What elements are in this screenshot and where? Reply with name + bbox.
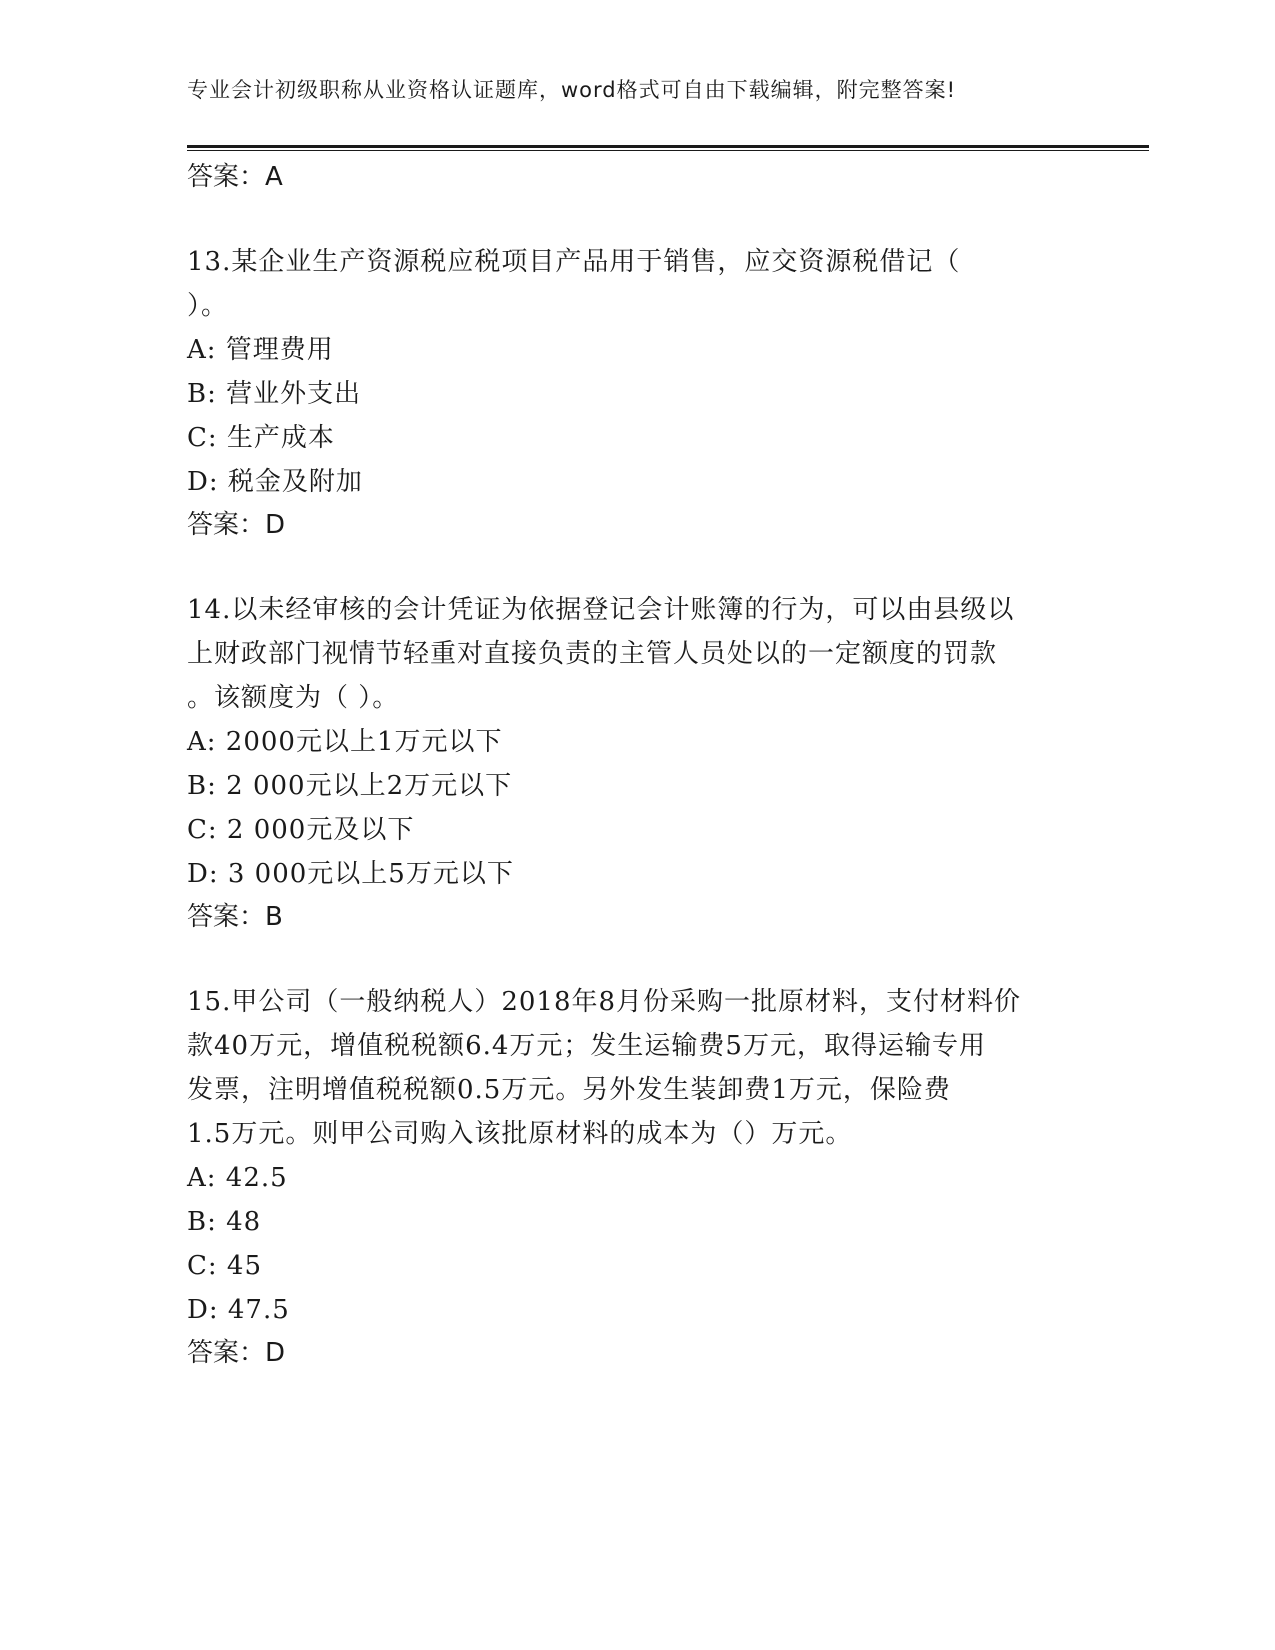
question-13-option-b: B: 营业外支出 (187, 379, 362, 409)
question-15-stem-line: 款40万元，增值税税额6.4万元；发生运输费5万元，取得运输专用 (187, 1031, 986, 1061)
question-15-stem-line: 1.5万元。则甲公司购入该批原材料的成本为（）万元。 (187, 1119, 853, 1149)
question-14-stem-line: 14.以未经审核的会计凭证为依据登记会计账簿的行为，可以由县级以 (187, 595, 1015, 625)
question-14-option-d: D: 3 000元以上5万元以下 (187, 859, 514, 889)
question-13-stem-line: 13.某企业生产资源税应税项目产品用于销售，应交资源税借记（ (187, 247, 961, 277)
question-15-option-d: D: 47.5 (187, 1295, 290, 1325)
header-rule-thin (187, 150, 1149, 151)
question-14-answer: 答案：B (187, 902, 283, 932)
question-15-option-c: C: 45 (187, 1251, 263, 1281)
question-15-stem-line: 15.甲公司（一般纳税人）2018年8月份采购一批原材料，支付材料价 (187, 987, 1022, 1017)
question-13-stem-line: ）。 (187, 291, 229, 321)
question-13-option-a: A: 管理费用 (187, 335, 334, 365)
question-14-stem-line: 上财政部门视情节轻重对直接负责的主管人员处以的一定额度的罚款 (187, 639, 998, 669)
header-rule-thick (187, 145, 1149, 148)
question-14-option-b: B: 2 000元以上2万元以下 (187, 771, 513, 801)
question-13-option-c: C: 生产成本 (187, 423, 335, 453)
page-header: 专业会计初级职称从业资格认证题库，word格式可自由下载编辑，附完整答案! (187, 78, 957, 102)
question-14-option-c: C: 2 000元及以下 (187, 815, 415, 845)
question-15-option-a: A: 42.5 (187, 1163, 288, 1193)
question-14-option-a: A: 2000元以上1万元以下 (187, 727, 503, 757)
question-14-stem-line: 。该额度为（ ）。 (187, 683, 400, 713)
question-15-stem-line: 发票，注明增值税税额0.5万元。另外发生装卸费1万元，保险费 (187, 1075, 951, 1105)
question-13-answer: 答案：D (187, 510, 286, 540)
question-13-option-d: D: 税金及附加 (187, 467, 363, 497)
question-15-option-b: B: 48 (187, 1207, 262, 1237)
question-15-answer: 答案：D (187, 1338, 286, 1368)
previous-answer: 答案：A (187, 162, 283, 192)
